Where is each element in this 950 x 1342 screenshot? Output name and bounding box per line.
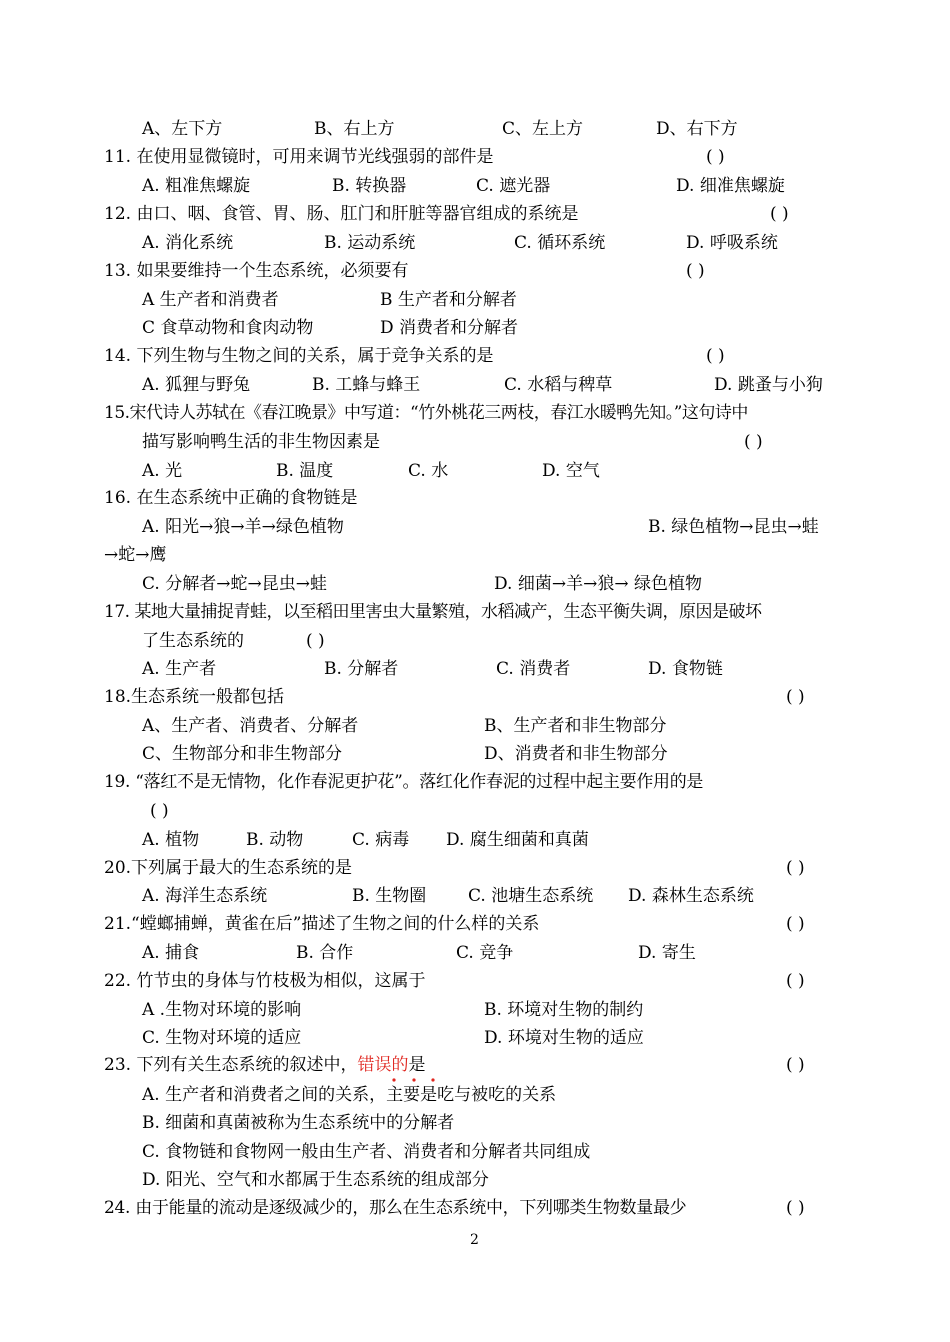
option: C. 竞争	[456, 943, 514, 963]
answer-blank: ( )	[306, 631, 325, 651]
option-continued: →蛇→鹰	[104, 545, 167, 565]
option: C. 分解者→蛇→昆虫→蛙	[142, 574, 327, 594]
question-text	[104, 1054, 425, 1076]
option: A. 消化系统	[142, 233, 234, 253]
option: A. 粗准焦螺旋	[142, 176, 251, 196]
option: C. 病毒	[352, 830, 410, 850]
option: A. 植物	[142, 830, 200, 850]
option: D、右下方	[656, 119, 738, 139]
option: D. 呼吸系统	[686, 233, 778, 253]
question-text: 22. 竹节虫的身体与竹枝极为相似，这属于	[104, 971, 426, 991]
option: A. 狐狸与野兔	[142, 375, 251, 395]
option: B. 转换器	[332, 176, 407, 196]
emphasis-text: 错误的	[357, 1055, 409, 1075]
question-text: 13. 如果要维持一个生态系统，必须要有	[104, 261, 409, 281]
option: C. 水稻与稗草	[504, 375, 613, 395]
option: B. 工蜂与蜂王	[312, 375, 421, 395]
option: D. 寄生	[638, 943, 696, 963]
answer-blank: ( )	[706, 346, 725, 366]
option: C 食草动物和食肉动物	[142, 318, 314, 338]
option: B. 分解者	[324, 659, 399, 679]
option: B. 环境对生物的制约	[484, 1000, 644, 1020]
answer-blank: ( )	[150, 801, 169, 821]
option: A. 捕食	[142, 943, 200, 963]
question-text-pre: 23. 下列有关生态系统的叙述中，	[104, 1055, 358, 1075]
option: B. 运动系统	[324, 233, 416, 253]
answer-blank: ( )	[686, 261, 705, 281]
option: C、生物部分和非生物部分	[142, 744, 343, 764]
option: B. 绿色植物→昆虫→蛙	[648, 517, 819, 537]
question-text: 21.“螳螂捕蝉，黄雀在后”描述了生物之间的什么样的关系	[104, 914, 540, 934]
page-number: 2	[470, 1232, 479, 1248]
question-text: 14. 下列生物与生物之间的关系，属于竞争关系的是	[104, 346, 494, 366]
answer-blank: ( )	[786, 914, 805, 934]
emphasis-dots	[386, 1076, 446, 1084]
option: D、消费者和非生物部分	[484, 744, 668, 764]
option: C. 生物对环境的适应	[142, 1028, 302, 1048]
option: B. 动物	[246, 830, 304, 850]
answer-blank: ( )	[786, 971, 805, 991]
option: B. 合作	[296, 943, 354, 963]
question-text: 了生态系统的	[142, 631, 244, 651]
answer-blank: ( )	[706, 147, 725, 167]
option: D. 森林生态系统	[628, 886, 754, 906]
question-text: 24. 由于能量的流动是逐级减少的，那么在生态系统中，下列哪类生物数量最少	[104, 1198, 687, 1218]
question-text: 描写影响鸭生活的非生物因素是	[142, 432, 380, 452]
question-text: 20.下列属于最大的生态系统的是	[104, 858, 353, 878]
option: D. 阳光、空气和水都属于生态系统的组成部分	[142, 1170, 489, 1190]
option: A. 生产者	[142, 659, 217, 679]
question-text: 18.生态系统一般都包括	[104, 687, 285, 707]
question-text: 11. 在使用显微镜时，可用来调节光线强弱的部件是	[104, 147, 494, 167]
option: A .生物对环境的影响	[142, 1000, 302, 1020]
option: A. 阳光→狼→羊→绿色植物	[142, 517, 344, 537]
option: A. 海洋生态系统	[142, 886, 268, 906]
option: B. 生物圈	[352, 886, 427, 906]
option: A 生产者和消费者	[142, 290, 279, 310]
option: C. 池塘生态系统	[468, 886, 594, 906]
question-text: 17. 某地大量捕捉青蛙，以至稻田里害虫大量繁殖，水稻减产，生态平衡失调，原因是破坏	[104, 602, 762, 622]
question-text: 16. 在生态系统中正确的食物链是	[104, 488, 358, 508]
option: B 生产者和分解者	[380, 290, 517, 310]
question-text: 15.宋代诗人苏轼在《春江晚景》中写道：“竹外桃花三两枝，春江水暖鸭先知。”这句诗中	[104, 403, 748, 423]
option: C. 水	[408, 461, 449, 481]
option: D. 细菌→羊→狼→ 绿色植物	[494, 574, 702, 594]
option: C. 食物链和食物网一般由生产者、消费者和分解者共同组成	[142, 1142, 591, 1162]
option: D. 环境对生物的适应	[484, 1028, 644, 1048]
question-text: 12. 由口、咽、食管、胃、肠、肛门和肝脏等器官组成的系统是	[104, 204, 579, 224]
answer-blank: ( )	[744, 432, 763, 452]
option: A、左下方	[142, 119, 223, 139]
option: D. 食物链	[648, 659, 723, 679]
option: D. 细准焦螺旋	[676, 176, 785, 196]
option: A、生产者、消费者、分解者	[142, 716, 359, 736]
option: B. 细菌和真菌被称为生态系统中的分解者	[142, 1113, 455, 1133]
option: B、右上方	[314, 119, 395, 139]
option: D. 空气	[542, 461, 600, 481]
option: A. 光	[142, 461, 183, 481]
option: D. 跳蚤与小狗	[714, 375, 823, 395]
option: A. 生产者和消费者之间的关系，主要是吃与被吃的关系	[142, 1085, 557, 1105]
answer-blank: ( )	[770, 204, 789, 224]
answer-blank: ( )	[786, 858, 805, 878]
option: C. 消费者	[496, 659, 571, 679]
option: B. 温度	[276, 461, 334, 481]
answer-blank: ( )	[786, 687, 805, 707]
question-text-post: 是	[408, 1055, 426, 1075]
option: D. 腐生细菌和真菌	[446, 830, 589, 850]
answer-blank: ( )	[786, 1055, 805, 1075]
option: B、生产者和非生物部分	[484, 716, 667, 736]
option: D 消费者和分解者	[380, 318, 519, 338]
question-text: 19. “落红不是无情物，化作春泥更护花”。落红化作春泥的过程中起主要作用的是	[104, 772, 704, 792]
option: C、左上方	[502, 119, 584, 139]
option: C. 遮光器	[476, 176, 551, 196]
option: C. 循环系统	[514, 233, 606, 253]
answer-blank: ( )	[786, 1198, 805, 1218]
